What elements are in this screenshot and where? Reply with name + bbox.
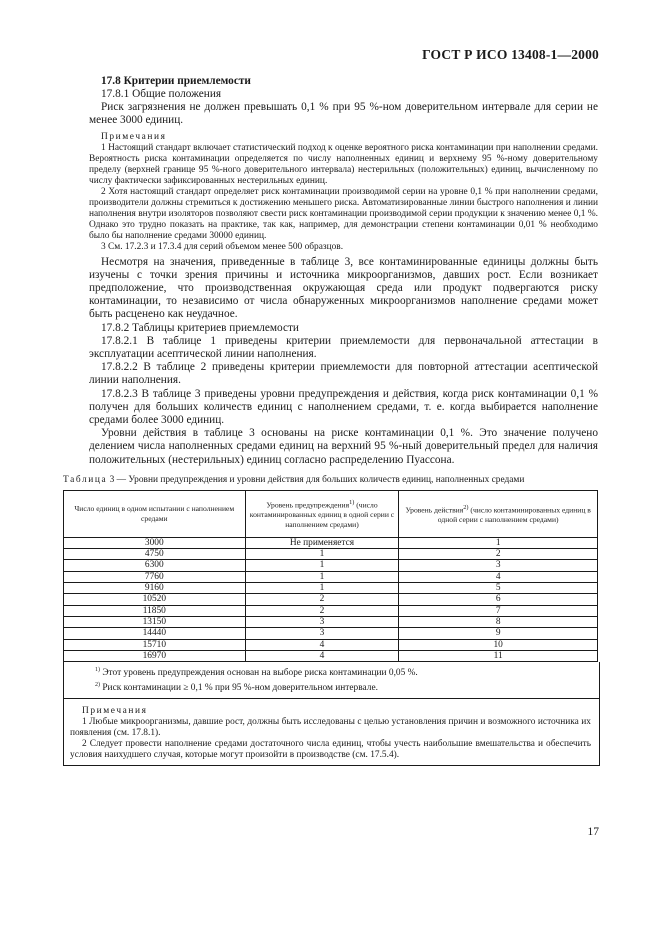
paragraph: 17.8.2.3 В таблице 3 приведены уровни предупреждения и действия, когда риск контаминации 0,1 % получен для больших количеств единиц с наполнением средами, т. е. когда выбирается наполнение средами более 3000 единиц. <box>89 387 598 427</box>
notes-heading: Примечания <box>101 131 167 142</box>
paragraph: 17.8.2.2 В таблице 2 приведены критерии приемлемости для повторной аттестации асептической линии наполнения. <box>89 361 598 387</box>
table-notes <box>64 698 599 765</box>
footnote: $^{1)}$ Этот уровень предупреждения основан на выборе риска контаминации 0,05 %. <box>95 667 418 679</box>
note: 2 Хотя настоящий стандарт определяет риск контаминации производимой серии на уровне 0,1 % при наполнении средами, производители должны стремиться к достижению меньшего риска. Автоматизированные линии быстрого наполнения и линии наполнения внутри изоляторов позволяют свести риск контаминации производимой серии продукции к значению менее 0,1 %. Однако это трудно показать на практике, так как, например, для демонстрации степени контаминации 0,01 % необходимо было бы наполнение средами 30000 единиц. <box>89 186 598 241</box>
table-row: 15710 4 10 <box>64 639 598 650</box>
table-row: 4750 1 2 <box>64 549 598 560</box>
table-row: 6300 1 3 <box>64 560 598 571</box>
section-title: 17.8 Критерии приемлемости <box>101 75 251 87</box>
subsection-heading: 17.8.2 Таблицы критериев приемлемости <box>101 321 299 334</box>
table-row: 13150 3 8 <box>64 616 598 627</box>
note: 1 Любые микроорганизмы, давшие рост, должны быть исследованы с целью установления причин и возможного источника их появления (см. 17.8.1). <box>70 717 591 739</box>
table-footnotes-box <box>63 662 600 766</box>
paragraph: Несмотря на значения, приведенные в таблице 3, все контаминированные единицы должны быть изучены с точки зрения причины и источника микроорганизмов, давших рост. Если возникает предположение, что производственная окружающая среда или продукт подвергаются риску контаминации, то независимо от числа обнаруженных микроорганизмов наполнение средами может быть расценено как неудачное. <box>89 255 598 321</box>
acceptance-levels-table <box>63 490 598 662</box>
table-caption: Таблица 3 — Уровни предупреждения и уровни действия для больших количеств единиц, наполненных средами <box>63 474 525 485</box>
column-header: Уровень предупреждения$^{1)}$ (число контаминированных единиц в одной серии с наполнением средами) <box>245 490 399 537</box>
table-row: 11850 2 7 <box>64 605 598 616</box>
paragraph: Риск загрязнения не должен превышать 0,1 % при 95 %-ном доверительном интервале для серии не менее 3000 единиц. <box>89 101 598 127</box>
subsection-heading: 17.8.1 Общие положения <box>101 88 222 100</box>
table-row: 3000 Не применяется 1 <box>64 537 598 548</box>
table-row: 7760 1 4 <box>64 571 598 582</box>
page-content <box>63 75 598 766</box>
paragraph: 17.8.2.1 В таблице 1 приведены критерии приемлемости для первоначальной аттестации в эксплуатации асептической линии наполнения. <box>89 334 598 361</box>
table-row: 9160 1 5 <box>64 583 598 594</box>
note: 3 См. 17.2.3 и 17.3.4 для серий объемом менее 500 образцов. <box>101 241 344 252</box>
column-header: Число единиц в одном испытании с наполнением средами <box>64 490 246 537</box>
note: 2 Следует провести наполнение средами достаточного числа единиц, чтобы учесть наибольшие вмешательства и обеспечить условия наихудшего случая, которые могут произойти в производстве (см. 17.5.4). <box>70 739 591 761</box>
table-footnotes <box>64 662 599 698</box>
footnote: $^{2)}$ Риск контаминации ≥ 0,1 % при 95 %-ном доверительном интервале. <box>95 681 378 693</box>
column-header: Уровень действия$^{2)}$ (число контаминированных единиц в одной серии с наполнением средами) <box>399 490 598 537</box>
page-number: 17 <box>587 826 599 838</box>
paragraph: Уровни действия в таблице 3 основаны на риске контаминации 0,1 %. Это значение получено делением числа наполненных средами единиц на верхний 95 %-ный доверительный предел для наличия положительных (нестерильных) единиц согласно распределению Пуассона. <box>89 427 598 466</box>
notes-heading: Примечания <box>82 706 148 717</box>
table-row: 14440 3 9 <box>64 628 598 639</box>
table-row: 10520 2 6 <box>64 594 598 605</box>
note: 1 Настоящий стандарт включает статистический подход к оценке вероятного риска контаминации при наполнении средами. Вероятность риска контаминации определяется по числу наполненных единиц и верхнему 95 %-ному доверительному пределу (верхней границе 95 %-ного доверительного интервала) нестерильных (положительных) единиц, вычисленному по числу фактически зафиксированных нестерильных единиц. <box>89 142 598 186</box>
standard-code-header: ГОСТ Р ИСО 13408-1—2000 <box>422 47 599 62</box>
table-row: 16970 4 11 <box>64 650 598 661</box>
